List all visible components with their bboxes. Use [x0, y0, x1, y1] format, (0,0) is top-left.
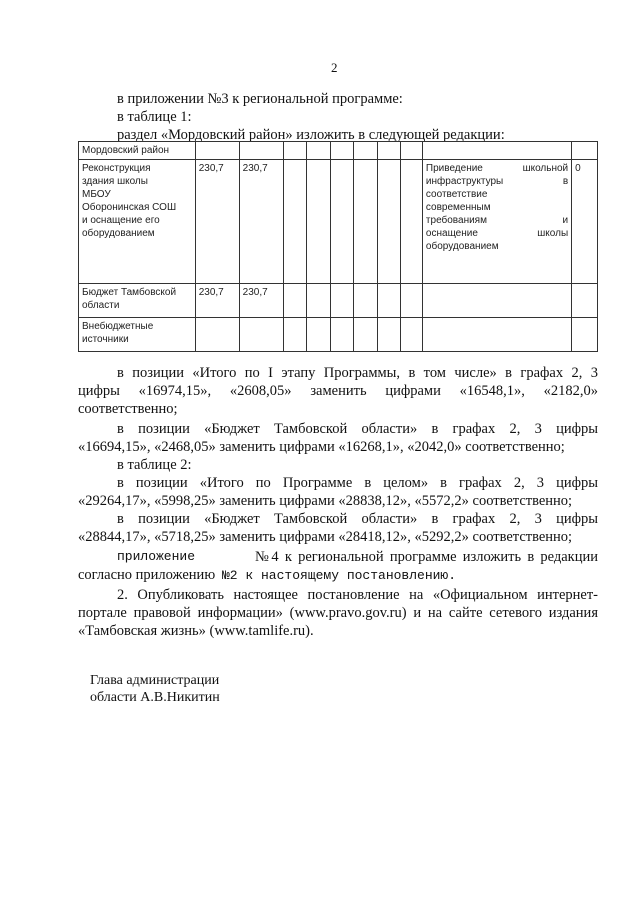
paragraph-1-line-3: соответственно; — [78, 401, 178, 417]
section-header-cell: Мордовский район — [79, 142, 196, 160]
table-row-regional-budget — [79, 284, 598, 318]
signature-line-1: Глава администрации — [90, 673, 220, 688]
paragraph-5-line-1: в позиции «Бюджет Тамбовской области» в графах 2, 3 цифры — [117, 511, 598, 527]
table-row-section — [79, 142, 598, 160]
project-result-cell: Приведение школьной инфраструктуры в соответствие современным требованиям и оснащение школы оборудованием — [422, 160, 571, 284]
intro-line-2: в таблице 1: — [117, 109, 192, 125]
paragraph-7-line-3: «Тамбовская жизнь» (www.tamlife.ru). — [78, 623, 314, 639]
paragraph-4-line-2: «29264,17», «5998,25» заменить цифрами «28838,12», «5572,2» соответственно; — [78, 493, 573, 509]
extrabudgetary-name-cell: Внебюджетные источники — [79, 318, 196, 352]
budget-table — [78, 141, 598, 352]
project-name-cell: Реконструкция здания школы МБОУ Оборонинская СОШ и оснащение его оборудованием — [79, 160, 196, 284]
project-last-cell: 0 — [572, 160, 598, 284]
signature-line-2: области А.В.Никитин — [90, 690, 220, 705]
paragraph-7-line-2: портале правовой информации» (www.pravo.gov.ru) и на сайте сетевого издания — [78, 605, 598, 621]
paragraph-7-line-1: 2. Опубликовать настоящее постановление на «Официальном интернет- — [117, 587, 598, 603]
table-row-extrabudgetary — [79, 318, 598, 352]
intro-line-1: в приложении №3 к региональной программе: — [117, 91, 403, 107]
paragraph-5-line-2: «28844,17», «5718,25» заменить цифрами «28418,12», «5292,2» соответственно; — [78, 529, 573, 545]
paragraph-6-line-1: №4 к региональной программе изложить в редакции — [255, 549, 598, 565]
regional-budget-col2-cell: 230,7 — [195, 284, 239, 318]
table-row-reconstruction — [79, 160, 598, 284]
project-col2-cell: 230,7 — [195, 160, 239, 284]
regional-budget-name-cell: Бюджет Тамбовской области — [79, 284, 196, 318]
paragraph-1-line-2: цифры «16974,15», «2608,05» заменить цифрами «16548,1», «2182,0» — [78, 383, 598, 399]
project-col3-cell: 230,7 — [239, 160, 283, 284]
paragraph-3: в таблице 2: — [117, 457, 192, 473]
paragraph-4-line-1: в позиции «Итого по Программе в целом» в графах 2, 3 цифры — [117, 475, 598, 491]
page-number: 2 — [331, 60, 338, 75]
intro-line-3: раздел «Мордовский район» изложить в следующей редакции: — [117, 127, 505, 143]
paragraph-2-line-1: в позиции «Бюджет Тамбовской области» в графах 2, 3 цифры — [117, 421, 598, 437]
paragraph-6-typed-word: приложение — [117, 549, 196, 564]
paragraph-6-line-2a: согласно приложению — [78, 567, 216, 583]
paragraph-2-line-2: «16694,15», «2468,05» заменить цифрами «16268,1», «2042,0» соответственно; — [78, 439, 565, 455]
paragraph-1-line-1: в позиции «Итого по I этапу Программы, в том числе» в графах 2, 3 — [117, 365, 598, 381]
regional-budget-col3-cell: 230,7 — [239, 284, 283, 318]
paragraph-6-line-2b: №2 к настоящему постановлению. — [222, 568, 457, 583]
